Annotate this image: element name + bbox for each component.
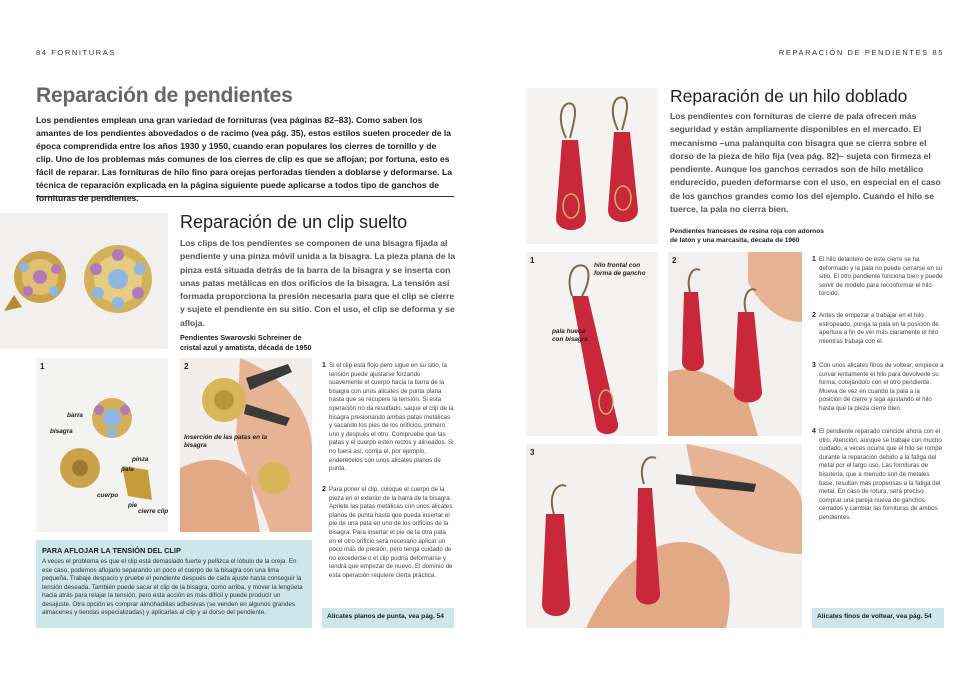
label-pala: pala (121, 466, 134, 473)
step-photo-1-right (526, 252, 658, 436)
step-item (812, 312, 944, 346)
photo-caption-right: Pendientes franceses de resina roja con adornos de latón y una marcasita, década de 1960 (670, 228, 824, 244)
step-text: El hilo delantero de este cierre se ha deformado y la pala no puede cerrarse en su sitio. El otro pendiente funciona bien y puede servir de modelo para reconformar el hilo torcido. (819, 256, 943, 298)
label-pinza: pinza (132, 456, 149, 463)
intro-divider (36, 196, 454, 197)
intro-paragraph: Los pendientes emplean una gran variedad de fornituras (vea páginas 82–83). Como saben los amantes de los pendientes abovedados o de racimo (vea pág. 35), estos estilos suelen proceder de la época comprendida entre los años 1930 y 1950, cuando eran populares los cierres de tornillo y de clip. Uno de los problemas más comunes de los cierres de clip es que se aflojan; por fortuna, esto es fácil de reparar. Las fornituras de hilo fino para orejas perforadas tienden a doblarse y deformarse. La técnica de reparación explicada en la página siguiente puede aplicarse a todos tipo de ganchos de fornituras de pendientes. (36, 115, 452, 203)
step-text: Para poner el clip, coloque el cuerpo de la pieza en el exterior de la barra de la bisagra. Apriete las patas metálicas con unos alicates planos de punta hasta que pueda insertar el pie de una pata en uno de los orificios de la bisagra. Para insertar el pie de la otra pata en el otro orificio será necesario aplicar un poco más de presión, pero tenga cuidado de no excederse o el clip podría deformarse y tendrá que empezar de nuevo. El dominio de esta operación requiere cierta práctica. (329, 486, 453, 579)
page-title: Reparación de pendientes (36, 84, 293, 107)
running-head-left: 84 FORNITURAS (36, 48, 116, 57)
step-number: 2 (812, 312, 816, 319)
step-photo-2-right (668, 252, 802, 436)
section-lead-hilo: Los pendientes con fornituras de cierre de pala ofrecen más seguridad y están ampliamente disponibles en el mercado. El mecanismo –una palanquita con bisagra que se cierra sobre el dorso de la pieza de hilo fija (vea pág. 82)– sujeta con firmeza el pendiente. Aunque los ganchos cerrados son de hilo metálico endurecido, pueden deformarse con el uso, en especial en el caso de los ganchos grandes como los del ejemplo. Cuando el hilo se tuerce, la pala no cierra bien. (670, 111, 941, 215)
step-photo-number: 1 (40, 362, 45, 371)
step-item (322, 486, 454, 581)
label-barra: barra (67, 412, 83, 419)
step-photo-number: 2 (672, 256, 677, 265)
photo-caption-left: Pendientes Swarovski Schreiner de cristal azul y amatista, década de 1950 (180, 333, 312, 352)
step-number: 2 (322, 486, 326, 493)
step-text: Con unos alicates finos de voltear, empiece a curvar lentamente el hilo para devolverle su forma, cotejándolo con el otro pendiente. Mueva de vez en cuando la pala a la posición de cierre y siga ajustando el hilo hasta que la pieza cierre bien. (819, 362, 944, 412)
label-pie: pie (128, 502, 138, 509)
label-hilo-frontal: hilo frontal con forma de gancho (594, 262, 646, 277)
step-number: 3 (812, 362, 816, 369)
label-cierre-clip: cierre clip (138, 508, 169, 515)
tip-title: PARA AFLOJAR LA TENSIÓN DEL CLIP (42, 546, 181, 555)
running-head-right: REPARACIÓN DE PENDIENTES 85 (778, 48, 944, 57)
step-number: 4 (812, 428, 816, 435)
step-photo-number: 2 (184, 362, 189, 371)
red-earrings-photo (526, 88, 658, 244)
step-photo-number: 3 (530, 448, 535, 457)
step-text: Si el clip está flojo pero sigue en su sitio, la tensión puede ajustarse forzando suavemente el cuerpo hacia la barra de la bisagra con unos alicates de punta plana hasta que se recupere la tensión. Si esta operación no da resultado, saque el clip de la bisagra presionando ambas patas metálicas y sacando los pies de los orificios, primero uno y después el otro. Compruebe que las patas y el cuerpo estén rectos y alineados. Si no fuera así, corrija el, por ejemplo, enderécelos con unos alicates planos de punta. (329, 362, 454, 473)
step-photo-number: 1 (530, 256, 535, 265)
step-photo-1-left (36, 358, 168, 532)
label-cuerpo: cuerpo (97, 492, 119, 499)
label-bisagra: bisagra (50, 428, 73, 435)
label-pala-hueca: pala hueca con bisagra (552, 328, 588, 343)
tool-note-box-left (322, 608, 454, 628)
section-title-clip: Reparación de un clip suelto (180, 212, 408, 232)
step-number: 1 (322, 362, 326, 369)
step-item (812, 256, 944, 299)
step-item (322, 362, 454, 474)
label-insercion: Inserción de las patas en la bisagra (184, 434, 268, 449)
step-text: El pendiente reparado coincide ahora con el otro. Atención: aunque se trabaje con mucho cuidado, a veces ocurre que el hilo se rompe durante la reparación debido a la fatiga del metal por el largo uso. Las fornituras de bisutería, que a menudo son de metales base, resultan más propensas a la fatiga del metal. En caso de rotura, será preciso comprar una pareja nueva de ganchos cerrados y cambiar las fornituras de ambos pendientes. (819, 428, 943, 521)
tool-note-right: Alicates finos de voltear, vea pág. 54 (817, 613, 932, 620)
section-lead-clip: Los clips de los pendientes se componen de una bisagra fijada al pendiente y una pinza móvil unida a la bisagra. La pieza plana de la pinza está situada detrás de la barra de la bisagra y se inserta con unas patas metálicas en dos orificios de la bisagra. La tensión así formada proporciona la presión necesaria para que el clip se cierre y sujete el pendiente en su sitio. Con el uso, el clip se deforma y se afloja. (180, 238, 456, 328)
step-item (812, 362, 944, 414)
step-item (812, 428, 944, 523)
tool-note-box-right (812, 608, 944, 628)
tool-note-left: Alicates planos de punta, vea pág. 54 (327, 613, 444, 620)
tip-box (36, 540, 312, 628)
step-number: 1 (812, 256, 816, 263)
step-photo-3-right (526, 444, 802, 628)
step-text: Antes de empezar a trabajar en el hilo estropeado, ponga la pala en la posición de apertura a fin de ver más claramente el hilo mientras trabaja con él. (819, 312, 939, 345)
section-title-hilo: Reparación de un hilo doblado (670, 86, 908, 106)
clip-earrings-photo (0, 213, 168, 349)
tip-body: A veces el problema es que el clip está demasiado fuerte y pellizca el lóbulo de la oreja. En ese caso, podemos aflojarlo separando un poco el cuerpo de la bisagra con una lima pequeña. Trabaje despacio y pruebe el pendiente después de cada ajuste hasta conseguir la tensión deseada. También puede sacar el clip de la bisagra, como arriba, y mover la lengüeta hacia atrás para relajar la tensión, pero esta acción es más difícil y puede producir un desajuste. Otra opción es comprar almohadillas adhesivas (se venden en algunos grandes almacenes y tiendas especializadas) y aplicarlas al clip y al dorso del pendiente. (42, 558, 303, 616)
